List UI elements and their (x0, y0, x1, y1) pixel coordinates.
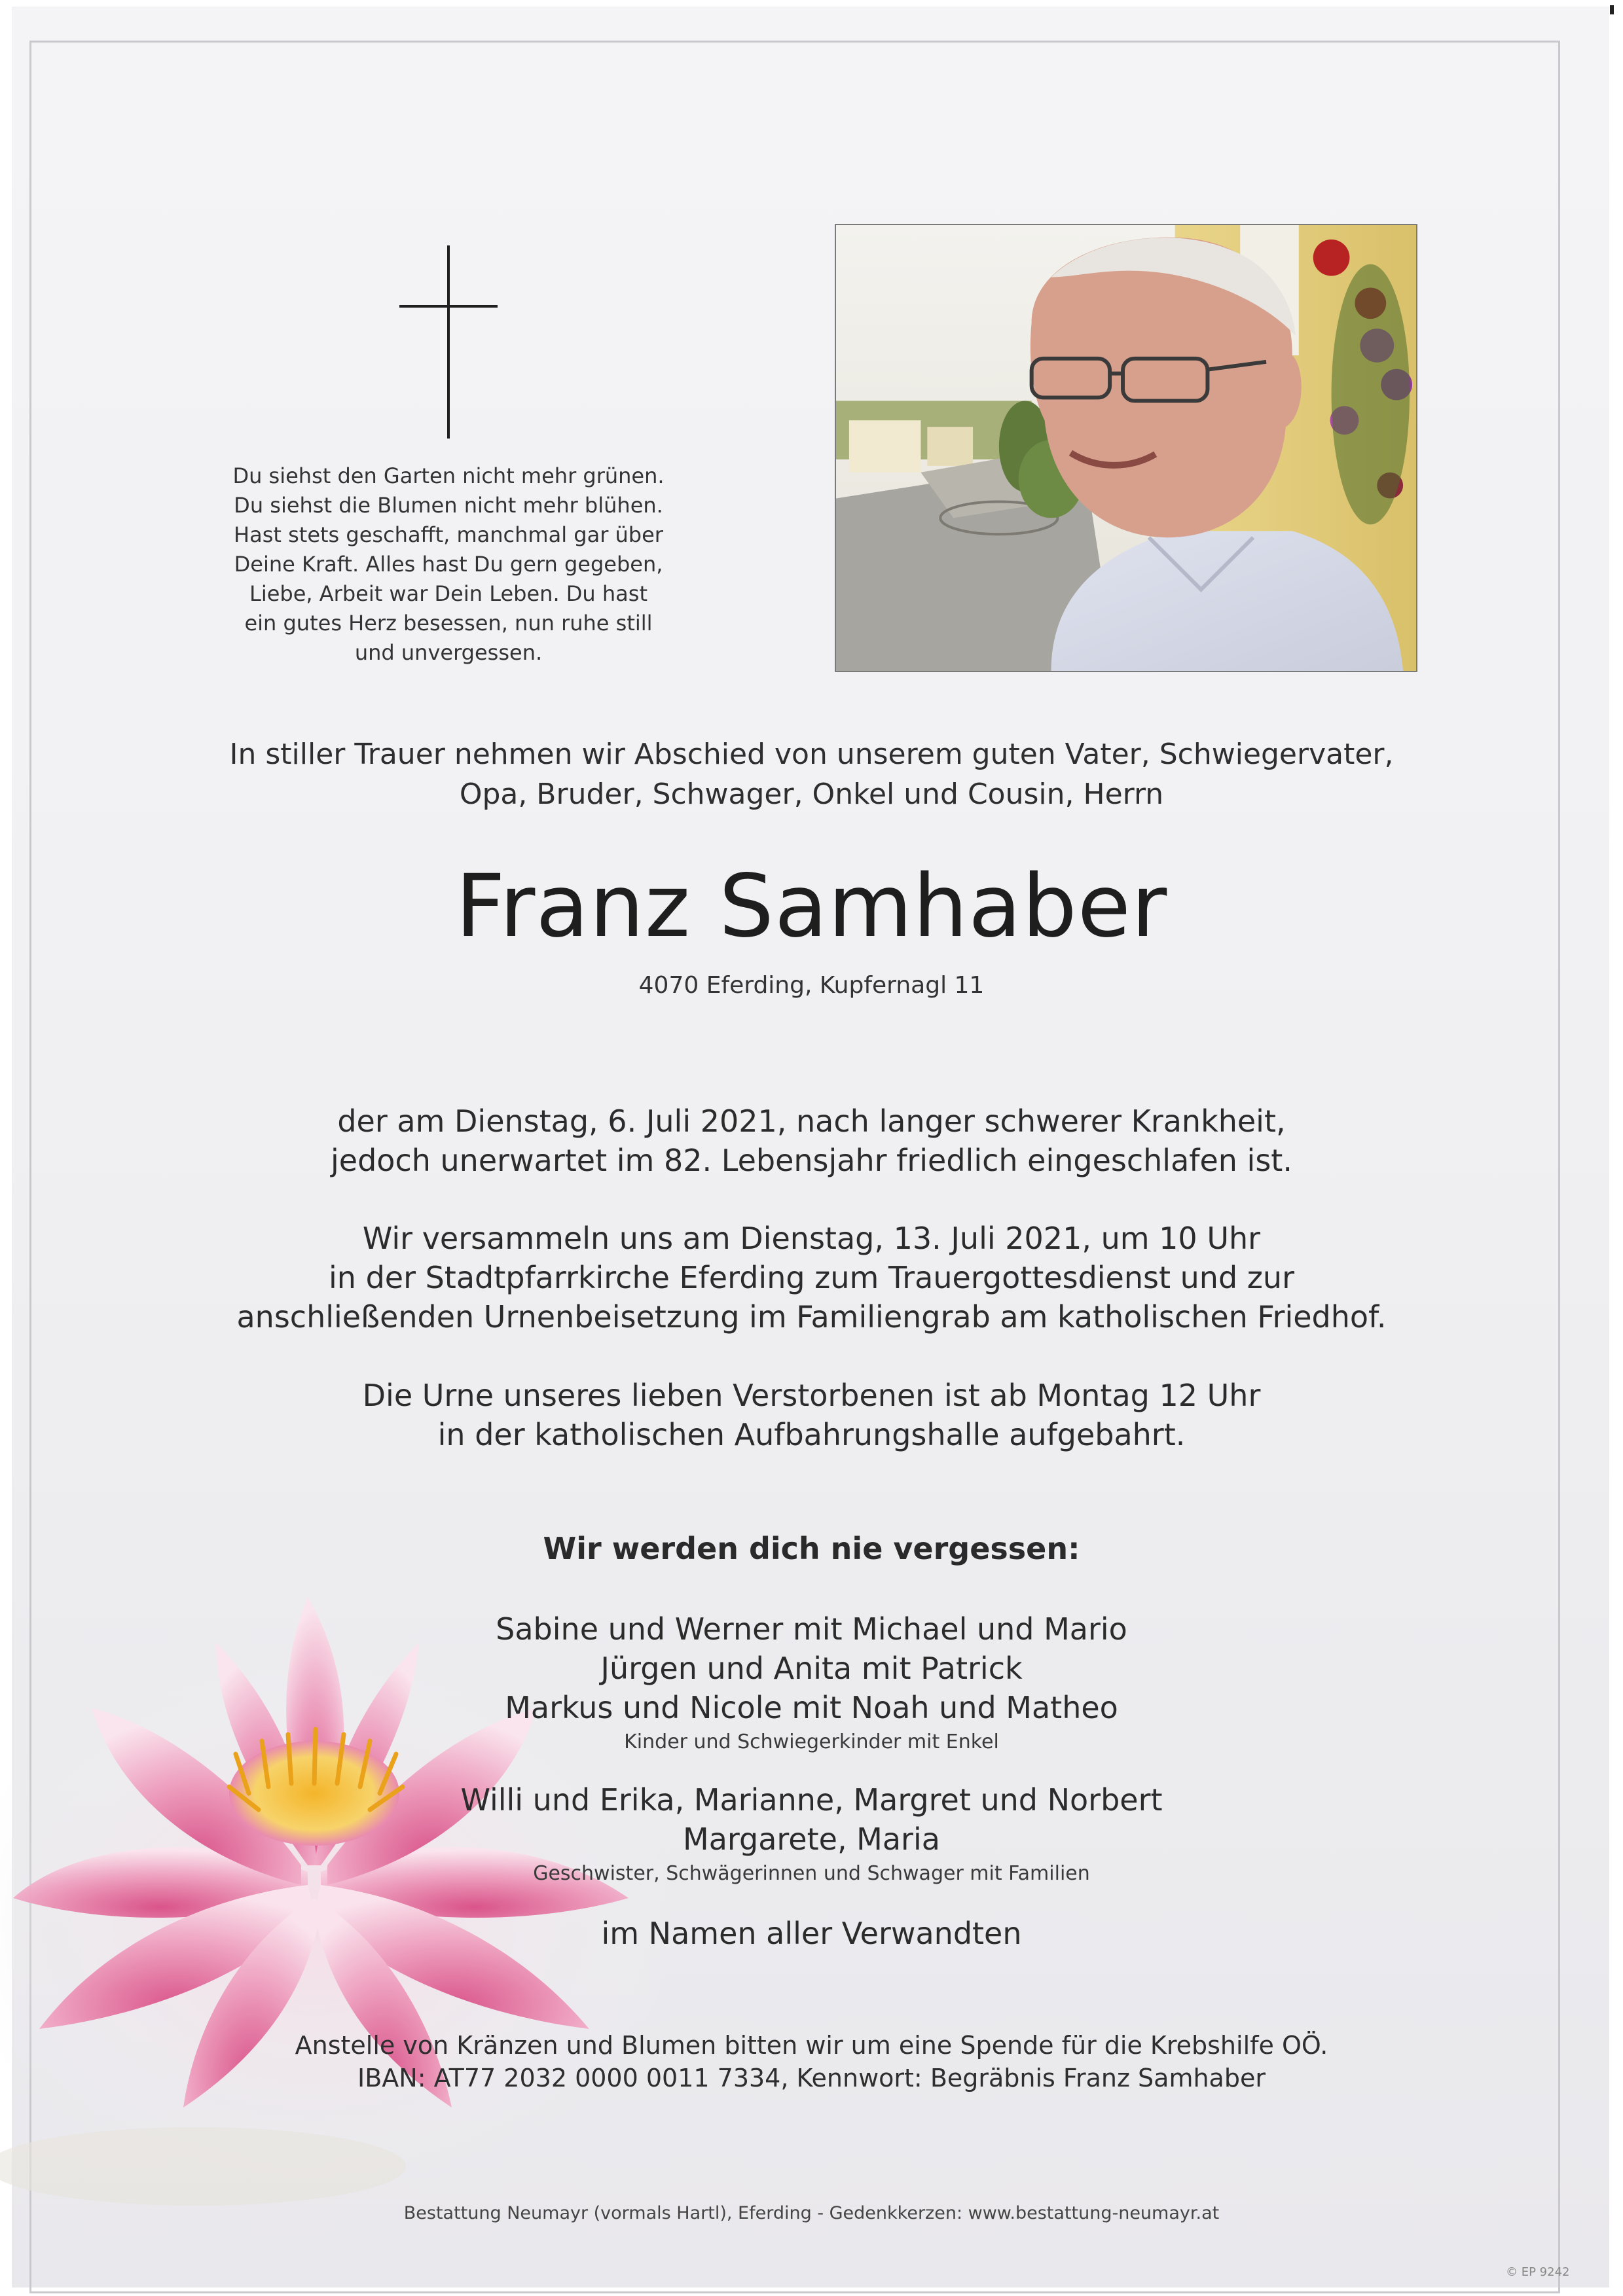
urn-line: Die Urne unseres lieben Verstorbenen ist ab Montag 12 Uhr (362, 1378, 1261, 1413)
poem-line: Deine Kraft. Alles hast Du gern gegeben, (234, 552, 663, 577)
donation-line: Anstelle von Kränzen und Blumen bitten wir um eine Spende für die Krebshilfe OÖ. (295, 2031, 1328, 2060)
poem-line: Du siehst die Blumen nicht mehr blühen. (234, 493, 663, 518)
poem-line: ein gutes Herz besessen, nun ruhe still (244, 611, 653, 636)
urn-line: in der katholischen Aufbahrungshalle aufgebahrt. (437, 1417, 1186, 1452)
donation-line: IBAN: AT77 2032 0000 0011 7334, Kennwort: Begräbnis Franz Samhaber (357, 2064, 1266, 2092)
mourners-group-children (0, 1609, 1623, 1727)
mourners-caption-children: Kinder und Schwiegerkinder mit Enkel (624, 1731, 999, 1753)
poem-line: Hast stets geschafft, manchmal gar über (234, 522, 663, 547)
death-notice-line: der am Dienstag, 6. Juli 2021, nach langer schwerer Krankheit, (337, 1103, 1286, 1139)
cross-icon (399, 245, 498, 442)
poem (223, 461, 674, 668)
mourner-line: Margarete, Maria (683, 1821, 940, 1857)
mourner-line: Sabine und Werner mit Michael und Mario (496, 1611, 1127, 1647)
mourner-line: Willi und Erika, Marianne, Margret und Norbert (460, 1782, 1163, 1818)
mourners-caption-siblings: Geschwister, Schwägerinnen und Schwager mit Familien (533, 1862, 1090, 1885)
poem-line: und unvergessen. (354, 640, 543, 665)
urn-info (0, 1376, 1623, 1454)
portrait-photo (835, 224, 1417, 672)
service-line: Wir versammeln uns am Dienstag, 13. Juli 2021, um 10 Uhr (362, 1221, 1261, 1256)
poem-line: Du siehst den Garten nicht mehr grünen. (232, 463, 665, 488)
mourner-line: Jürgen und Anita mit Patrick (600, 1651, 1023, 1686)
intro-line: Opa, Bruder, Schwager, Onkel und Cousin, Herrn (459, 778, 1164, 811)
relatives-line: im Namen aller Verwandten (601, 1916, 1022, 1951)
death-notice-line: jedoch unerwartet im 82. Lebensjahr friedlich eingeschlafen ist. (331, 1143, 1292, 1178)
deceased-name: Franz Samhaber (455, 856, 1168, 957)
mourner-line: Markus und Nicole mit Noah und Matheo (505, 1690, 1118, 1725)
funeral-home-footer: Bestattung Neumayr (vormals Hartl), Eferding - Gedenkkerzen: www.bestattung-neumayr.at (403, 2203, 1220, 2223)
death-notice (0, 1102, 1623, 1180)
mourners-heading: Wir werden dich nie vergessen: (543, 1531, 1080, 1566)
service-line: in der Stadtpfarrkirche Eferding zum Trauergottesdienst und zur (329, 1260, 1294, 1295)
print-code: © EP 9242 (1506, 2265, 1570, 2279)
service-line: anschließenden Urnenbeisetzung im Familiengrab am katholischen Friedhof. (236, 1299, 1387, 1335)
scan-mark (1610, 5, 1614, 14)
donation-note (0, 2029, 1623, 2094)
service-info (0, 1219, 1623, 1336)
poem-line: Liebe, Arbeit war Dein Leben. Du hast (249, 581, 647, 606)
deceased-address: 4070 Eferding, Kupfernagl 11 (638, 972, 985, 999)
intro-line: In stiller Trauer nehmen wir Abschied von unserem guten Vater, Schwiegervater, (229, 738, 1394, 771)
intro-text (0, 734, 1623, 814)
mourners-group-siblings (0, 1780, 1623, 1859)
